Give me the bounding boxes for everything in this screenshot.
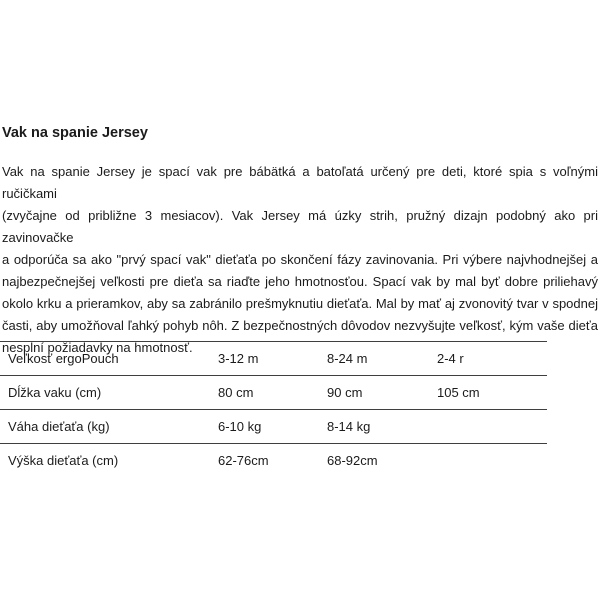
description-line: najbezpečnejšej veľkosti pre dieťa sa riaďte jeho hmotnosťou. Spací vak by mal byť dobre priliehavý [2, 274, 598, 289]
description-line: okolo krku a prieramkov, aby sa zabránilo prešmyknutiu dieťaťa. Mal by mať aj zvonovitý tvar v spodnej [2, 296, 598, 311]
table-cell-value: 8-14 kg [327, 419, 371, 434]
page-title: Vak na spanie Jersey [2, 125, 148, 141]
table-cell-label: Výška dieťaťa (cm) [8, 453, 119, 469]
table-cell-label: Dĺžka vaku (cm) [8, 385, 102, 400]
description-line: nesplní požiadavky na hmotnosť. [2, 340, 193, 355]
description-line: časti, aby umožňoval ľahký pohyb nôh. Z bezpečnostných dôvodov nezvyšujte veľkosť, kým vaše dieťa [2, 318, 598, 333]
table-cell-value: 80 cm [218, 385, 254, 400]
description-line: Vak na spanie Jersey je spací vak pre bábätká a batoľatá určený pre deti, ktoré spia s voľnými ručičkami [2, 164, 598, 201]
table-cell-value [437, 410, 547, 444]
table-row [0, 410, 547, 444]
table-cell-value: 6-10 kg [218, 419, 262, 434]
description-line: a odporúča sa ako "prvý spací vak" dieťaťa po skončení fázy zavinovania. Pri výbere najvhodnejšej a [2, 252, 598, 267]
table-cell-value: 2-4 r [437, 351, 464, 366]
description-line: (zvyčajne od približne 3 mesiacov). Vak Jersey má úzky strih, pružný dizajn podobný ako pri zavinovačke [2, 208, 598, 245]
table-cell-value: 90 cm [327, 385, 363, 400]
table-cell-value [437, 444, 547, 478]
table-cell-value: 8-24 m [327, 351, 368, 366]
table-row [0, 342, 547, 376]
table-cell-label: Váha dieťaťa (kg) [8, 419, 110, 434]
table-row [0, 376, 547, 410]
table-cell-value: 62-76cm [218, 453, 269, 469]
table-cell-value: 68-92cm [327, 453, 378, 469]
size-chart-table [0, 341, 547, 478]
table-row [0, 444, 547, 478]
table-cell-label: Veľkosť ergoPouch [8, 351, 119, 366]
table-cell-value: 3-12 m [218, 351, 259, 366]
product-description [2, 161, 598, 359]
table-cell-value: 105 cm [437, 385, 480, 400]
